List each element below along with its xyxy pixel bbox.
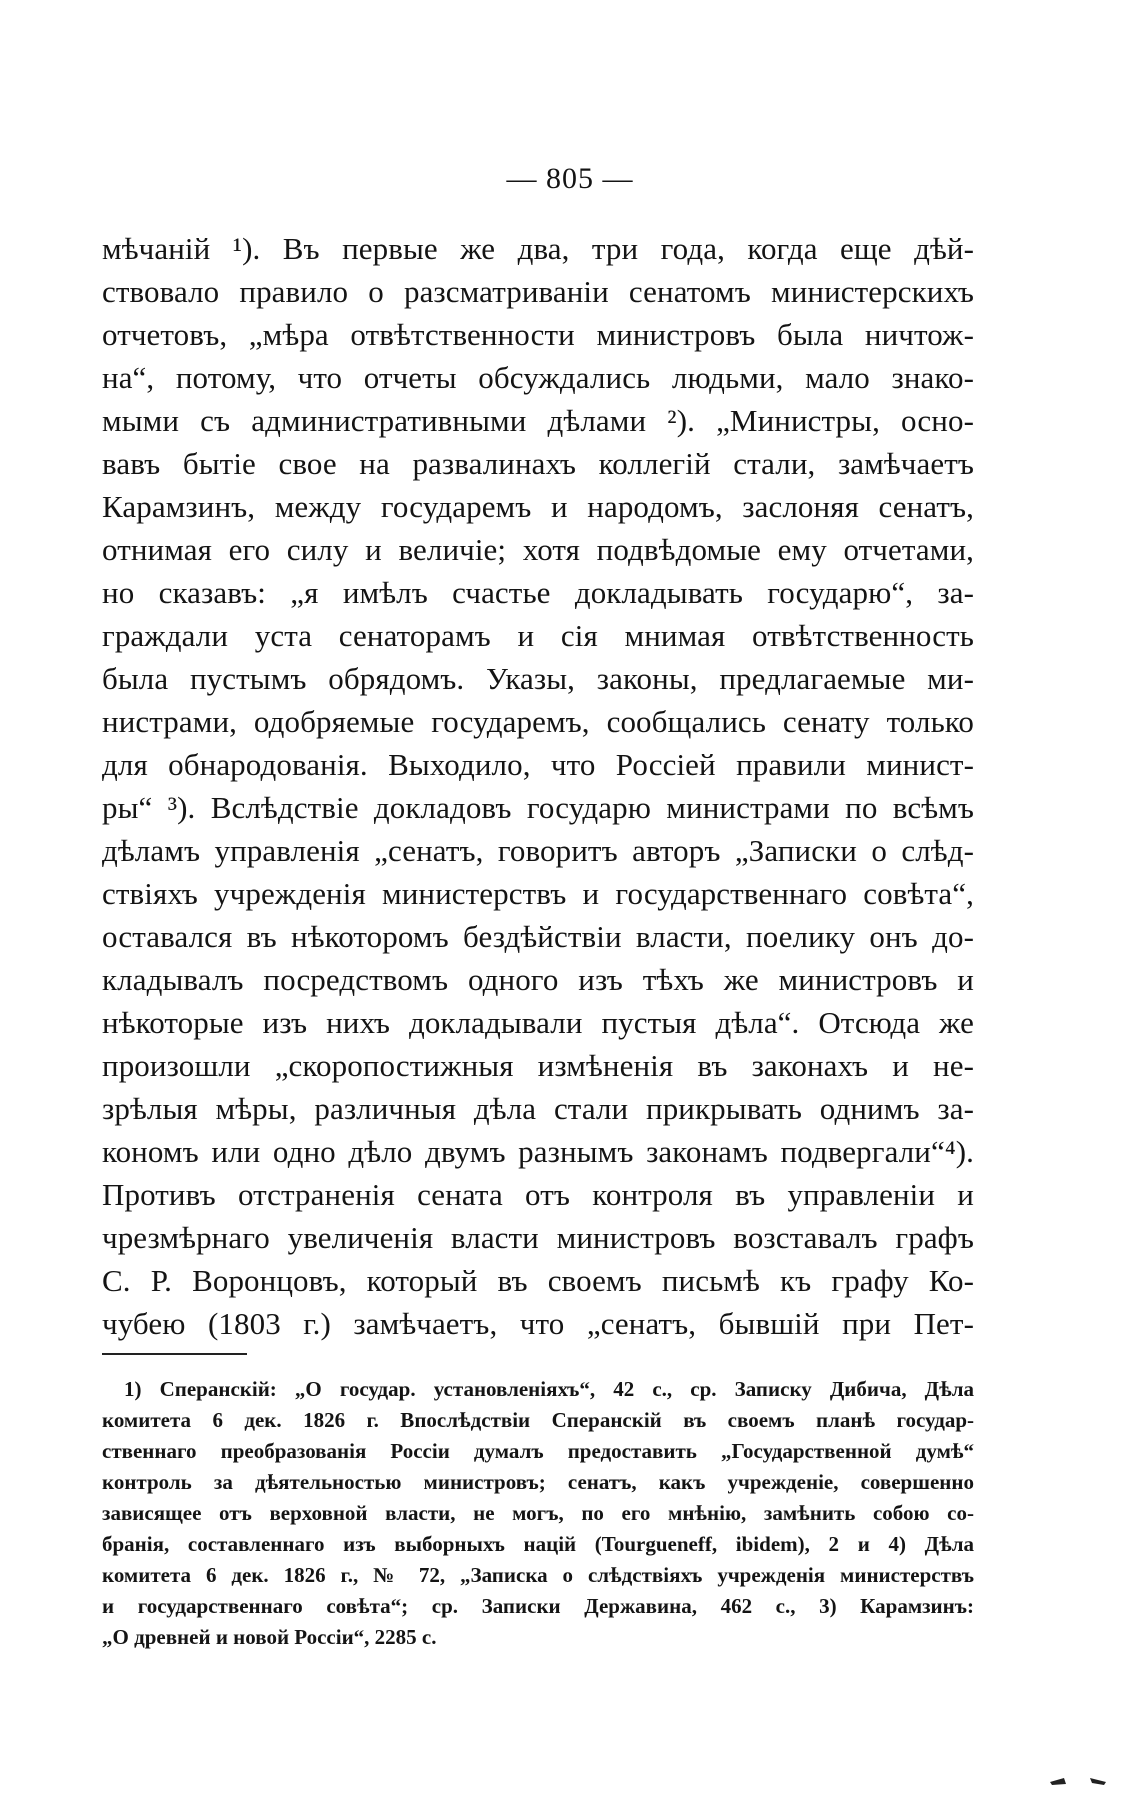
footnote-line: ственнаго преобразованія Россіи думалъ предоставить „Государственной думѣ“ bbox=[102, 1439, 974, 1463]
footnote-line: „О древней и новой Россіи“, 2285 с. bbox=[102, 1625, 437, 1649]
text-line: С. Р. Воронцовъ, который въ своемъ письмѣ къ графу Ко- bbox=[102, 1263, 974, 1298]
scan-marks bbox=[1050, 1770, 1120, 1790]
text-line: Карамзинъ, между государемъ и народомъ, заслоняя сенатъ, bbox=[102, 489, 974, 524]
text-line: нѣкоторые изъ нихъ докладывали пустыя дѣла“. Отсюда же bbox=[102, 1005, 974, 1040]
text-line: для обнародованія. Выходило, что Россіей правили минист- bbox=[102, 747, 974, 782]
text-line: ствовало правило о разсматриваніи сенатомъ министерскихъ bbox=[102, 274, 974, 309]
text-line: мыми съ административными дѣлами ²). „Министры, осно- bbox=[102, 403, 974, 438]
text-line: нистрами, одобряемые государемъ, сообщались сенату только bbox=[102, 704, 974, 739]
text-line: кладывалъ посредствомъ одного изъ тѣхъ же министровъ и bbox=[102, 962, 974, 997]
text-line: ры“ ³). Вслѣдствіе докладовъ государю министрами по всѣмъ bbox=[102, 790, 974, 825]
footnote-line: зависящее отъ верховной власти, не могъ, по его мнѣнію, замѣнить собою со- bbox=[102, 1501, 974, 1525]
footnote-line: комитета 6 дек. 1826 г. Впослѣдствіи Сперанскій въ своемъ планѣ государ- bbox=[102, 1408, 974, 1432]
footnote-line: 1) Сперанскій: „О государ. установленіяхъ“, 42 с., ср. Записку Дибича, Дѣла bbox=[124, 1377, 974, 1401]
text-line: кономъ или одно дѣло двумъ разнымъ законамъ подвергали“⁴). bbox=[102, 1134, 974, 1169]
text-line: мѣчаній ¹). Въ первые же два, три года, когда еще дѣй- bbox=[102, 231, 974, 266]
page-number: — 805 — bbox=[506, 162, 634, 195]
footnote-line: контроль за дѣятельностью министровъ; сенатъ, какъ учрежденіе, совершенно bbox=[102, 1470, 974, 1494]
text-line: дѣламъ управленія „сенатъ, говоритъ авторъ „Записки о слѣд- bbox=[102, 833, 974, 868]
text-line: зрѣлыя мѣры, различныя дѣла стали прикрывать однимъ за- bbox=[102, 1091, 974, 1126]
text-line: отнимая его силу и величіе; хотя подвѣдомые ему отчетами, bbox=[102, 532, 974, 567]
footnote-line: бранія, составленнаго изъ выборныхъ націй (Tourgueneff, ibidem), 2 и 4) Дѣла bbox=[102, 1532, 974, 1556]
text-line: была пустымъ обрядомъ. Указы, законы, предлагаемые ми- bbox=[102, 661, 974, 696]
text-line: оставался въ нѣкоторомъ бездѣйствіи власти, поелику онъ до- bbox=[102, 919, 974, 954]
text-line: чрезмѣрнаго увеличенія власти министровъ возставалъ графъ bbox=[102, 1220, 974, 1255]
text-line: граждали уста сенаторамъ и сія мнимая отвѣтственность bbox=[102, 618, 974, 653]
footnote-divider bbox=[102, 1353, 247, 1355]
footnote-line: и государственнаго совѣта“; ср. Записки Державина, 462 с., 3) Карамзинъ: bbox=[102, 1594, 974, 1618]
footnote-line: комитета 6 дек. 1826 г., № 72, „Записка о слѣдствіяхъ учрежденія министерствъ bbox=[102, 1563, 974, 1587]
text-line: вавъ бытіе свое на развалинахъ коллегій стали, замѣчаетъ bbox=[102, 446, 974, 481]
text-line: произошли „скоропостижныя измѣненія въ законахъ и не- bbox=[102, 1048, 974, 1083]
footnotes bbox=[102, 1374, 974, 1653]
body-text bbox=[102, 227, 974, 1345]
text-line: чубею (1803 г.) замѣчаетъ, что „сенатъ, бывшій при Пет- bbox=[102, 1306, 974, 1341]
text-line: Противъ отстраненія сената отъ контроля въ управленіи и bbox=[102, 1177, 974, 1212]
text-line: но сказавъ: „я имѣлъ счастье докладывать государю“, за- bbox=[102, 575, 974, 610]
text-line: на“, потому, что отчеты обсуждались людьми, мало знако- bbox=[102, 360, 974, 395]
text-line: отчетовъ, „мѣра отвѣтственности министровъ была ничтож- bbox=[102, 317, 974, 352]
text-line: ствіяхъ учрежденія министерствъ и государственнаго совѣта“, bbox=[102, 876, 974, 911]
